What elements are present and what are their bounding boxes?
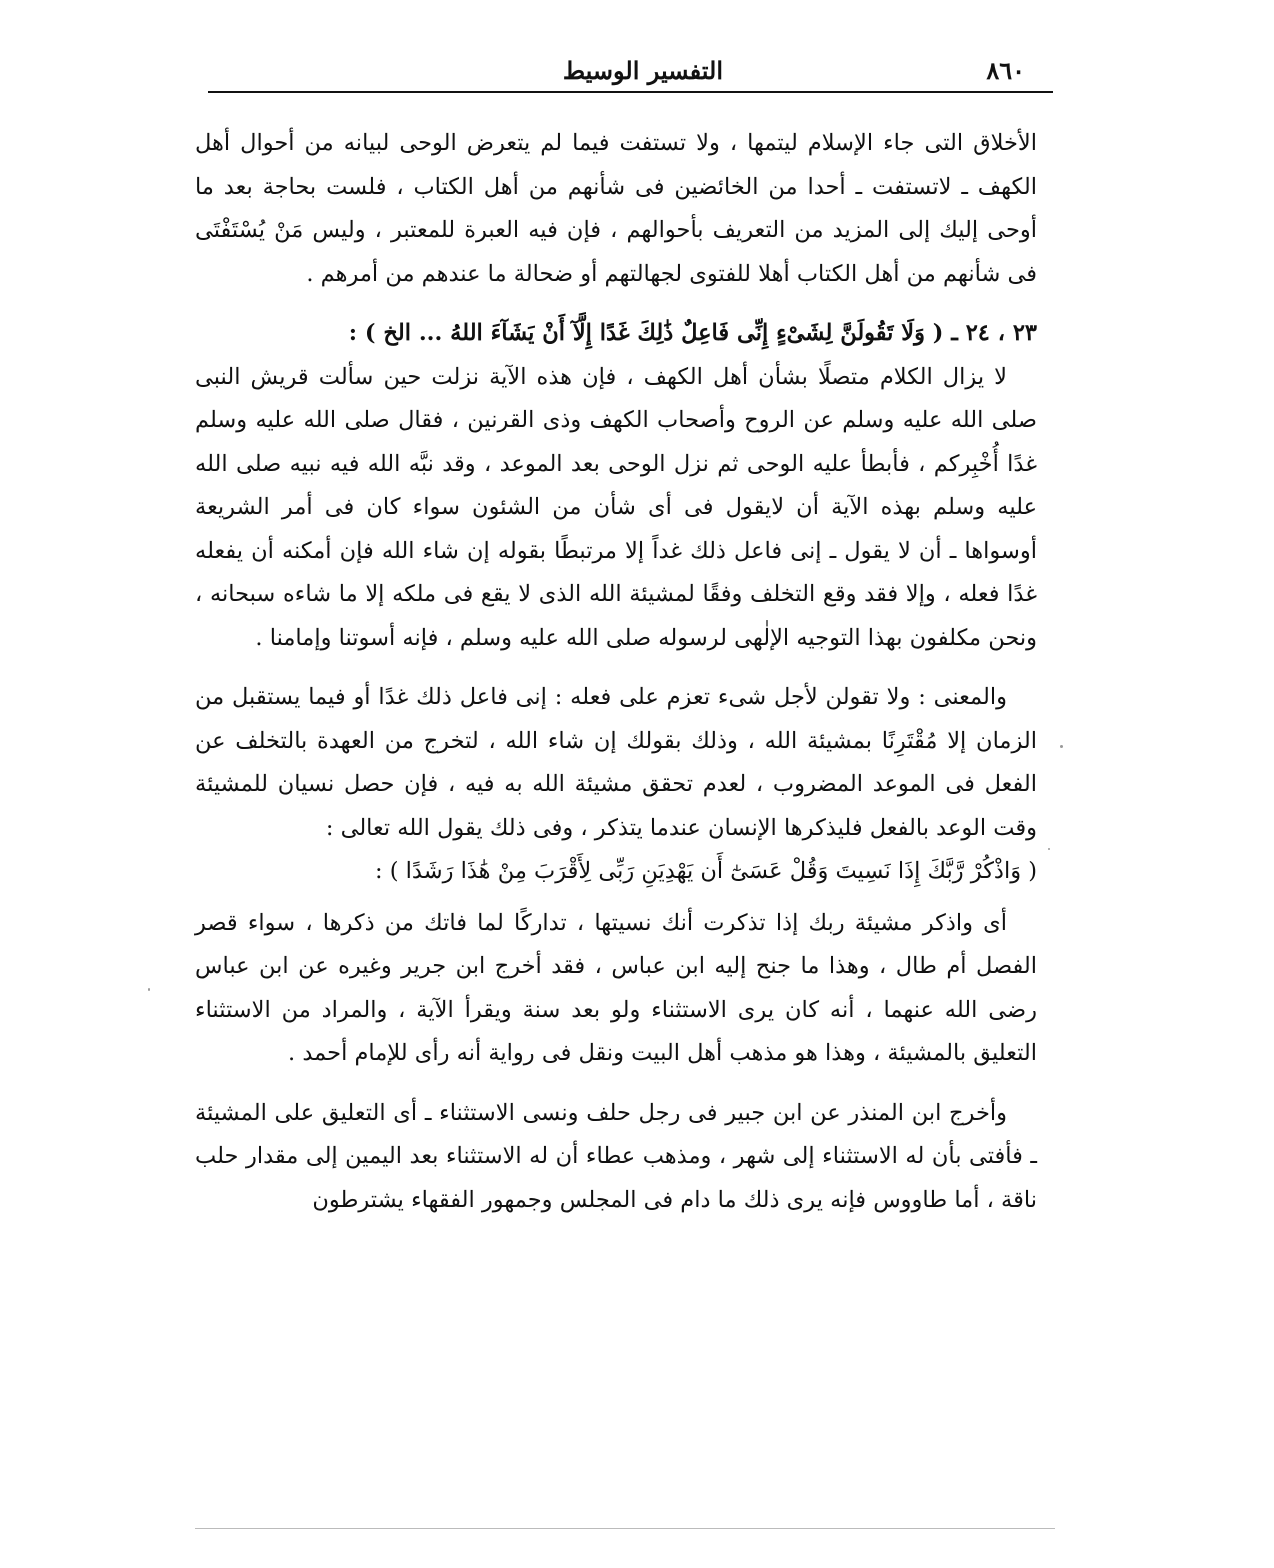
- quran-verse: ( وَاذْكُرْ رَّبَّكَ إِذَا نَسِيتَ وَقُلْ عَسَىٰٓ أَن يَهْدِيَنِ رَبِّى لِأَقْرَبَ مِنْ هَٰذَا رَشَدًا ) :: [375, 858, 1037, 884]
- running-header: [208, 52, 1053, 92]
- page-body: [195, 122, 1037, 1222]
- scan-speck: [1060, 745, 1063, 748]
- running-title: التفسير الوسيط: [562, 56, 723, 85]
- paragraph-4: أى واذكر مشيئة ربك إذا تذكرت أنك نسيتها ، تداركًا لما فاتك من ذكرها ، سواء قصر الفصل أم طال ، وهذا ما جنح إليه ابن عباس ، فقد أخرج ابن جرير وغيره عن ابن عباس رضى الله عنهما ، أنه كان يرى الاستثناء ولو بعد سنة ويقرأ الآية ، والمراد من الاستثناء التعليق بالمشيئة ، وهذا هو مذهب أهل البيت ونقل فى رواية أنه رأى للإمام أحمد .: [195, 909, 1037, 1066]
- scan-speck: [1048, 848, 1050, 850]
- paragraph-3: والمعنى : ولا تقولن لأجل شىء تعزم على فعله : إنى فاعل ذلك غدًا أو فيما يستقبل من الزمان إلا مُقْتَرِنًا بمشيئة الله ، وذلك بقولك إن شاء الله ، لتخرج من العهدة بالتخلف عن الفعل فى الموعد المضروب ، لعدم تحقق مشيئة الله به فيه ، فإن حصل نسيان للمشيئة وقت الوعد بالفعل فليذكرها الإنسان عندما يتذكر ، وفى ذلك يقول الله تعالى :: [195, 684, 1037, 841]
- verse-heading: ٢٣ ، ٢٤ ـ ( وَلَا تَقُولَنَّ لِشَىْءٍ إِنِّى فَاعِلٌ ذَٰلِكَ غَدًا إِلَّآ أَنْ يَشَآءَ اللهُ ... الخ ) :: [348, 320, 1037, 346]
- paragraph-5: وأخرج ابن المنذر عن ابن جبير فى رجل حلف ونسى الاستثناء ـ أى التعليق على المشيئة ـ فأفتى بأن له الاستثناء إلى شهر ، ومذهب عطاء أن له الاستثناء بعد اليمين إلى مقدار حلب ناقة ، أما طاووس فإنه يرى ذلك ما دام فى المجلس وجمهور الفقهاء يشترطون: [195, 1099, 1037, 1213]
- scan-edge-line: [195, 1528, 1055, 1529]
- paragraph-gap: [195, 296, 1037, 312]
- header-rule: [208, 91, 1053, 93]
- paragraph-1: الأخلاق التى جاء الإسلام ليتمها ، ولا تستفت فيما لم يتعرض الوحى لبيانه من أحوال أهل الكهف ـ لاتستفت ـ أحدا من الخائضين فى شأنهم من أهل الكتاب ، فلست بحاجة بعد ما أوحى إليك إلى المزيد من التعريف بأحوالهم ، فإن فيه العبرة للمعتبر ، وليس مَنْ يُسْتَفْتَى فى شأنهم من أهل الكتاب أهلا للفتوى لجهالتهم أو ضحالة ما عندهم من أمرهم .: [195, 130, 1037, 287]
- page-number: ٨٦٠: [986, 56, 1025, 85]
- paragraph-gap: [195, 1076, 1037, 1092]
- paragraph-gap: [195, 894, 1037, 902]
- paragraph-2: لا يزال الكلام متصلًا بشأن أهل الكهف ، فإن هذه الآية نزلت حين سألت قريش النبى صلى الله عليه وسلم عن الروح وأصحاب الكهف وذى القرنين ، فقال صلى الله عليه وسلم غدًا أُخْبِركم ، فأبطأ عليه الوحى ثم نزل الوحى بعد الموعد ، وقد نبَّه الله فيه نبيه صلى الله عليه وسلم بهذه الآية أن لايقول فى أى شأن من الشئون سواء كان فى أمر الشريعة أوسواها ـ أن لا يقول ـ إنى فاعل ذلك غداً إلا مرتبطًا بقوله إن شاء الله فإن أمكنه أن يفعله غدًا فعله ، وإلا فقد وقع التخلف وفقًا لمشيئة الله الذى لا يقع فى ملكه إلا ما شاءه سبحانه ، ونحن مكلفون بهذا التوجيه الإلٰهى لرسوله صلى الله عليه وسلم ، فإنه أسوتنا وإمامنا .: [195, 363, 1037, 651]
- scan-speck: [148, 988, 150, 991]
- paragraph-gap: [195, 660, 1037, 676]
